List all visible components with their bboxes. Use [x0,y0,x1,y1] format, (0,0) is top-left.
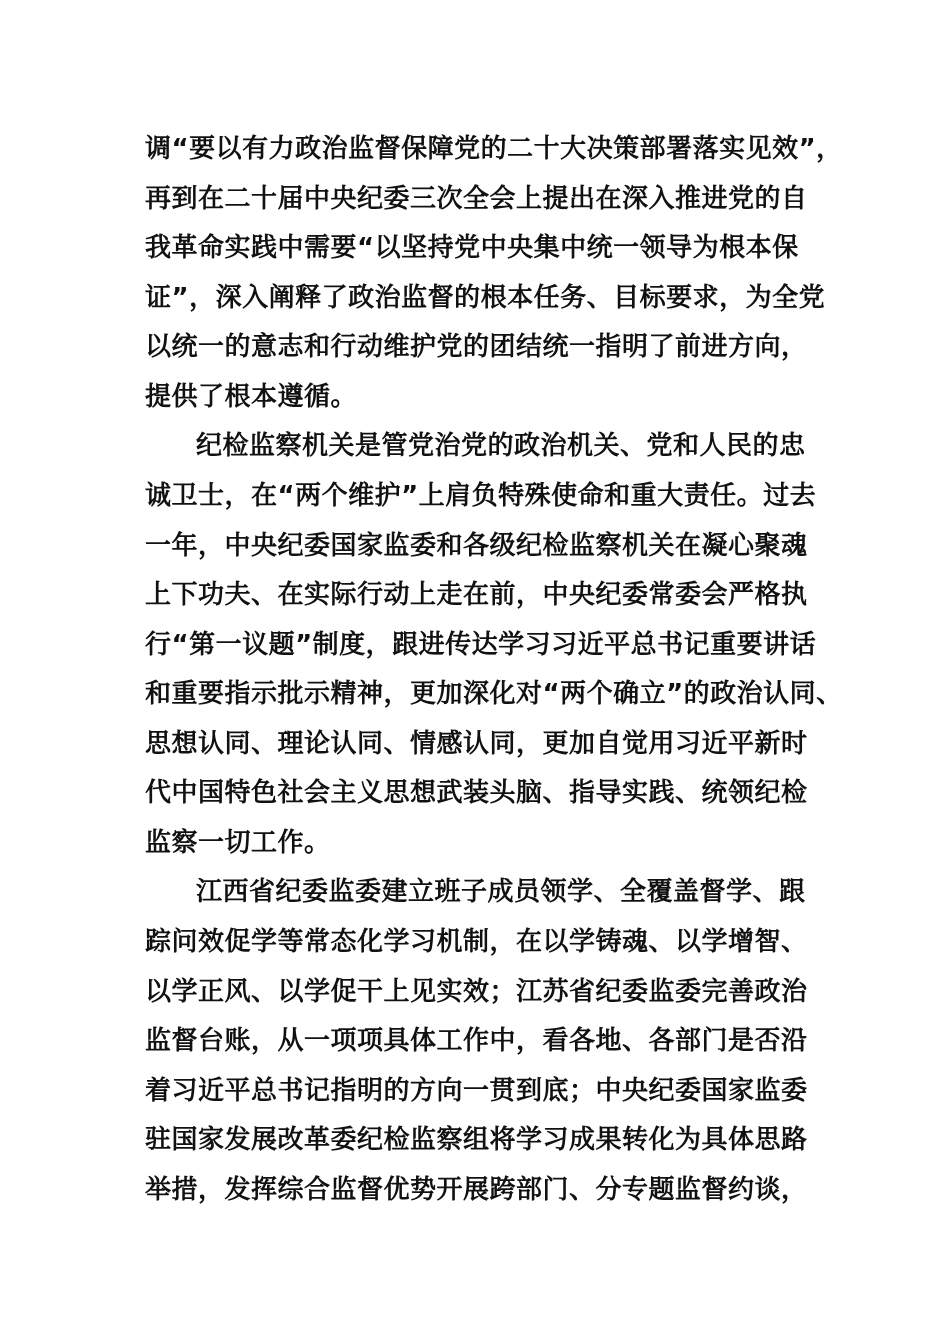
paragraph-first-line: 纪检监察机关是管党治党的政治机关、党和人民的忠 [196,431,806,461]
text-line: 调“要以有力政治监督保障党的二十大决策部署落实见效”， [145,134,843,164]
text-line: 诚卫士，在“两个维护”上肩负特殊使命和重大责任。过去 [145,481,817,511]
text-line: 思想认同、理论认同、情感认同，更加自觉用习近平新时 [145,729,808,759]
text-line: 驻国家发展改革委纪检监察组将学习成果转化为具体思路 [145,1125,808,1155]
text-line: 我革命实践中需要“以坚持党中央集中统一领导为根本保 [145,233,799,263]
text-line: 以学正风、以学促干上见实效；江苏省纪委监委完善政治 [145,977,808,1007]
text-line: 一年，中央纪委国家监委和各级纪检监察机关在凝心聚魂 [145,531,808,561]
text-line: 行“第一议题”制度，跟进传达学习习近平总书记重要讲话 [145,630,817,660]
text-line: 代中国特色社会主义思想武装头脑、指导实践、统领纪检 [145,778,808,808]
text-line: 踪问效促学等常态化学习机制，在以学铸魂、以学增智、 [145,927,808,957]
text-line: 监察一切工作。 [145,828,331,858]
text-line: 再到在二十届中央纪委三次全会上提出在深入推进党的自 [145,184,808,214]
text-line: 和重要指示批示精神，更加深化对“两个确立”的政治认同、 [145,679,843,709]
text-line: 监督台账，从一项项具体工作中，看各地、各部门是否沿 [145,1026,808,1056]
paragraph-first-line: 江西省纪委监委建立班子成员领学、全覆盖督学、跟 [196,877,806,907]
text-line: 上下功夫、在实际行动上走在前，中央纪委常委会严格执 [145,580,808,610]
text-line: 着习近平总书记指明的方向一贯到底；中央纪委国家监委 [145,1076,808,1106]
text-line: 以统一的意志和行动维护党的团结统一指明了前进方向， [145,332,808,362]
text-line: 提供了根本遵循。 [145,382,358,412]
text-line: 证”，深入阐释了政治监督的根本任务、目标要求，为全党 [145,283,826,313]
text-line: 举措，发挥综合监督优势开展跨部门、分专题监督约谈， [145,1175,808,1205]
